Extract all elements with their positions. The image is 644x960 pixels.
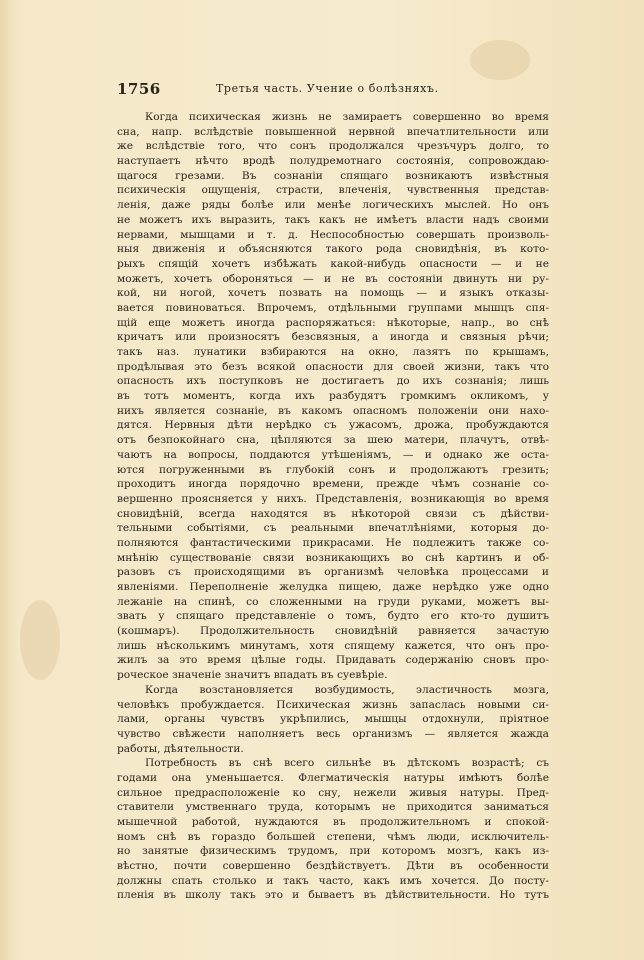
text-line: вѣстно, почти совершенно бездѣйствуетъ. Дѣти въ особенности	[117, 860, 549, 873]
text-line: человѣкъ пробуждается. Психическая жизнь запаслась новыми си-	[117, 698, 549, 711]
text-line: наступаетъ нѣчто вродѣ полудремотнаго состоянія, сопровождаю-	[117, 155, 549, 168]
text-line: опасность ихъ поступковъ не достигаетъ до ихъ сознанія; лишь	[117, 375, 549, 388]
text-line: должны спать столько и такъ часто, какъ имъ хочется. До посту-	[117, 874, 549, 887]
text-line: вершенно проясняется у нихъ. Представленія, возникающія во время	[117, 492, 549, 505]
text-line: нервами, мышцами и т. д. Неспособностью совершать произволь-	[117, 228, 549, 241]
text-line: чувство свѣжести наполняетъ весь организмъ — является жажда	[117, 727, 549, 740]
text-line: ленія, даже ряды болѣе или менѣе логическихъ мыслей. Но онъ	[117, 199, 549, 212]
text-line: лами, органы чувствъ укрѣпились, мышцы отдохнули, пріятное	[117, 713, 549, 726]
text-line: кричатъ или произносятъ безсвязныя, а иногда и связныя рѣчи;	[117, 331, 549, 344]
page-header	[117, 80, 549, 100]
text-line: (кошмаръ). Продолжительность сновидѣній равняется зачастую	[117, 625, 549, 638]
text-line: сильное предрасположеніе ко сну, нежели живыя натуры. Пред-	[117, 786, 549, 799]
text-line: же вслѣдствіе того, что сонъ продолжался чрезъчуръ долго, то	[117, 140, 549, 153]
text-line: рыхъ спящій хочетъ избѣжать какой-нибудь опасности — и не	[117, 257, 549, 270]
text-line: не можетъ ихъ выразить, такъ какъ не имѣетъ власти надъ своими	[117, 213, 549, 226]
text-line: работы, дѣятельности.	[117, 742, 244, 755]
text-line: проходитъ иногда порядочно времени, прежде чѣмъ сознаніе со-	[117, 478, 549, 491]
text-line: разовъ съ происходящими въ организмѣ человѣка процессами и	[117, 566, 549, 579]
paper-stain	[470, 40, 530, 80]
text-line: щагося грезами. Въ сознаніи спящаго возникаютъ извѣстныя	[117, 169, 549, 182]
text-line: психическія ощущенія, страсти, влеченія, чувственныя представ-	[117, 184, 549, 197]
text-line: Когда возстановляется возбудимость, эластичность мозга,	[145, 683, 549, 696]
text-line: годами она уменьшается. Флегматическія натуры имѣютъ болѣе	[117, 771, 549, 784]
text-line: чаютъ на вопросы, поддаются утѣшеніямъ, — и однако же оста-	[117, 448, 549, 461]
text-line: сновидѣній, всегда находятся въ нѣкоторой связи съ дѣйстви-	[117, 507, 549, 520]
running-title: Третья часть. Учение о болѣзняхъ.	[216, 82, 439, 95]
text-line: нихъ является сознаніе, въ какомъ опасномъ положеніи они нахо-	[117, 404, 549, 417]
text-line: Потребность въ снѣ всего сильнѣе въ дѣтскомъ возрастѣ; съ	[145, 757, 549, 770]
page-number: 1756	[117, 80, 161, 98]
text-line: тельными событіями, съ реальными впечатлѣніями, которыя до-	[117, 522, 549, 535]
text-line: сна, напр. вслѣдствіе повышенной нервной впечатлительности или	[117, 125, 549, 138]
text-line: но занятые физическимъ трудомъ, при которомъ мозгъ, какъ из-	[117, 845, 549, 858]
text-line: мышечной работой, нуждаются въ продолжительномъ и спокой-	[117, 816, 549, 828]
text-line: роческое значеніе значитъ впадать въ суевѣріе.	[117, 669, 388, 682]
text-line: Когда психическая жизнь не замираетъ совершенно во время	[145, 111, 549, 123]
text-line: лишь нѣсколькимъ минутамъ, хотя спящему кажется, что онъ про-	[117, 639, 549, 652]
text-line: щій еще можетъ иногда распоряжаться: нѣкоторые, напр., во снѣ	[117, 316, 549, 329]
text-line: ныя движенія и объясняются такого рода сновидѣнія, въ кото-	[117, 243, 549, 256]
text-line: такъ наз. лунатики взбираются на окно, лазятъ по крышамъ,	[117, 346, 549, 358]
text-line: жилъ за это время цѣлые годы. Придавать содержанію сновъ про-	[117, 654, 549, 667]
text-line: ставители умственнаго труда, которымъ не приходится заниматься	[117, 801, 549, 814]
text-line: отъ безпокойнаго сна, цѣпляются за шею матери, плачутъ, отвѣ-	[117, 434, 549, 447]
text-line: можетъ, хочетъ обороняться — и не въ состояніи двинуть ни ру-	[117, 272, 549, 285]
text-line: кой, ни ногой, хочетъ позвать на помощь — и языкъ отказы-	[117, 287, 549, 300]
text-line: вается повиноваться. Впрочемъ, отдѣльными группами мышцъ спя-	[117, 301, 549, 314]
text-line: явленіями. Переполненіе желудка пищею, даже нерѣдко уже одно	[117, 581, 549, 593]
text-line: звать у спящаго представленіе о томъ, будто его кто-то душитъ	[117, 610, 549, 623]
text-line: полняются фантастическими прикрасами. Не подлежитъ также со-	[117, 536, 549, 549]
text-line: въ тотъ моментъ, когда ихъ разбудятъ громкимъ окликомъ, у	[117, 390, 549, 403]
text-line: пленія въ школу такъ это и бываетъ въ дѣйствительности. Но тутъ	[117, 889, 549, 902]
text-line: мнѣнію существованіе связи возникающихъ во снѣ картинъ и об-	[117, 551, 549, 564]
text-line: дятся. Нервныя дѣти нерѣдко съ ужасомъ, дрожа, пробуждаются	[117, 419, 549, 432]
text-line: номъ снѣ въ гораздо большей степени, чѣмъ люди, исключитель-	[117, 830, 549, 843]
text-line: продѣлывая это безъ всякой опасности для своей жизни, такъ что	[117, 360, 549, 373]
text-line: ются погруженными въ глубокій сонъ и продолжаютъ грезить;	[117, 463, 549, 476]
body-text	[117, 110, 549, 903]
text-line: лежаніе на спинѣ, со сложенными на груди руками, можетъ вы-	[117, 595, 549, 608]
paper-stain	[20, 600, 60, 680]
